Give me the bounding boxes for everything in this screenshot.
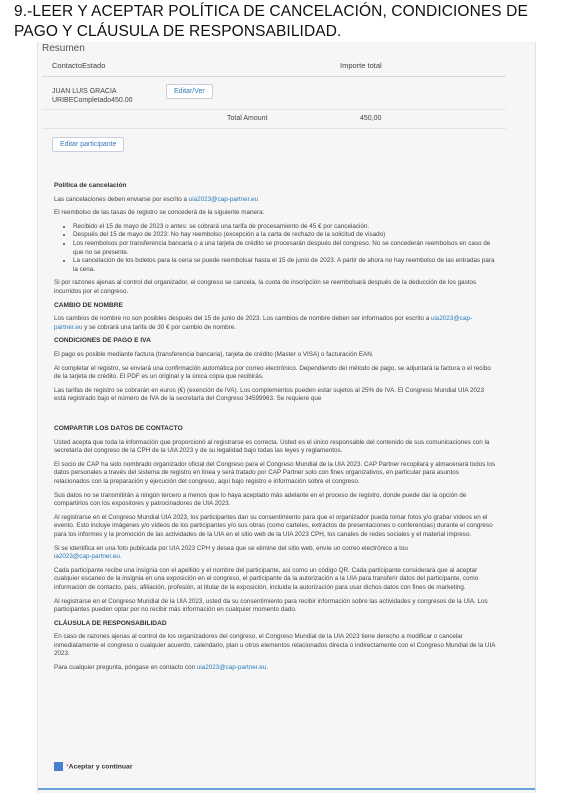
share-text-6: Cada participante recibe una insignia con el apellido y el nombre del participante, así como un código QR. Cada participante considerará que al aceptar cualquier escaneo de la insignia en una exposición en el congreso, el participante da la autorización a la UIA para transferir datos del participante, como información de contacto, país, afiliación, profesión, al titular de la exposición, incluida la autorización para usar dichos datos con fines de marketing. [54, 566, 479, 591]
registration-panel [37, 42, 536, 793]
share-text-5a: Si se identifica en una foto publicada por UIA 2023 CPH y desea que se elimine del sitio web, envíe un correo electrónico a tou [54, 544, 408, 552]
liability-text: En caso de razones ajenas al control de los organizadores del congreso, el Congreso Mundial de la UIA 2023 tiene derecho a modificar o cancelar inmediatamente el congreso o cualquier acuerdo, calendario, plan u otros elementos relacionados directa o indirectamente con el Congreso Mundial de la UIA 2023. [54, 633, 496, 658]
congress-cancel-text: Si por razones ajenas al control del organizador, el congreso se cancela, la cuota de inscripción se reembolsará después de la deducción de los gastos incurridos por el congreso. [54, 279, 477, 295]
participant-name: JUAN LUIS GRACIA [52, 88, 117, 95]
payment-title: CONDICIONES DE PAGO E IVA [54, 337, 151, 345]
share-text-7: Al registrarse en el Congreso Mundial de la UIA 2023, usted da su consentimiento para recibir información sobre las actividades y congresos de la UIA. Los participantes pueden optar por no recibir más información en cualquier momento dado. [54, 597, 488, 614]
participant-status: URIBECompletado450.00 [52, 97, 133, 104]
refund-item: • La cancelación de los boletos para la cena se puede reembolsar hasta el 15 de junio de 2023. A partir de ahora no hay reembolso de las entradas para la cena. [73, 257, 496, 274]
total-amount-label: Total Amount [227, 115, 268, 122]
summary-title: Resumen [42, 43, 85, 54]
required-mark: * [66, 763, 69, 771]
email-link[interactable]: ia2023@cap-partner.eu. [54, 553, 122, 561]
share-data-title: COMPARTIR LOS DATOS DE CONTACTO [54, 425, 183, 432]
summary-header-row [42, 54, 506, 77]
cancellation-intro [54, 196, 496, 205]
email-link[interactable]: uia2023@cap-partner.eu [54, 315, 473, 331]
summary-participant-row [42, 77, 506, 110]
share-text-1: Usted acepta que toda la información que proporcionó al registrarse es correcta. Usted es el único responsable del contenido de sus comunicaciones con la secretaría del congreso de la CPH de la UIA 2023 y de su legalidad bajo todas las leyes y reglamentos. [54, 438, 490, 455]
name-change-title: CAMBIO DE NOMBRE [54, 301, 123, 309]
share-text-4: Al registrarse en el Congreso Mundial UIA 2023, los participantes dan su consentimiento para que el organizador pueda tomar fotos y/o grabar vídeos en el evento. Esto incluye imágenes y/o vídeos de los participantes y/o sus obras (como carteles, extractos de presentaciones o conferencias) durante el congreso para los informes y la promoción de las actividades de la UIA en el sitio web de la UIA 2023 CPH, los canales de redes sociales y el material impreso. [54, 513, 493, 538]
refund-item: • Los reembolsos por transferencia bancaria o a una tarjeta de crédito se procesarán después del congreso. No se concederán reembolsos en caso de que no se presente. [73, 240, 496, 257]
share-text-5 [54, 545, 496, 562]
contact-text-end: . [266, 664, 269, 672]
accept-row [54, 762, 496, 772]
cancellation-intro-text: Las cancelaciones deben enviarse por escrito a [54, 195, 189, 203]
email-link[interactable]: uia2023@cap-partner.eu [188, 195, 259, 203]
contact-text [54, 664, 496, 673]
column-contact-state: ContactoEstado [52, 61, 106, 70]
payment-text-2: Al completar el registro, se enviará una confirmación automática por correo electrónico. Dependiendo del método de pago, se adjuntará la factura o el recibo de la tarjeta de crédito. El PDF es un original y la única copia que recibirás. [54, 364, 491, 381]
progress-divider [38, 788, 535, 790]
summary-total-row [42, 110, 506, 129]
name-change-text-a: Los cambios de nombre no son posibles después del 15 de junio de 2023. Los cambios de nombre deben ser informados por escrito a [54, 315, 431, 323]
total-amount-value: 450,00 [360, 115, 382, 122]
contact-text-a: Para cualquier pregunta, póngase en contacto con [54, 664, 197, 672]
policy-part-1 [54, 182, 496, 409]
email-link[interactable]: uia2023@cap-partner.eu [196, 664, 267, 672]
payment-text-3: Las tarifas de registro se cobrarán en euros (€) (exención de IVA). Los complementos pueden estar sujetos al 25% de IVA. El Congreso Mundial UIA 2023 está registrado bajo el número de IVA de la secretaría del Congreso 34599963. Se requiere que [54, 386, 484, 403]
cancellation-title: Política de cancelación [54, 182, 127, 189]
name-change-text [54, 315, 496, 332]
liability-title: CLÁUSULA DE RESPONSABILIDAD [54, 619, 167, 627]
edit-view-button[interactable]: Editar/Ver [166, 84, 213, 99]
refund-item: • Después del 15 de mayo de 2023: No hay reembolso (excepción a la carta de rechazo de la solicitud de visado) [73, 231, 496, 240]
refund-intro: El reembolso de las tasas de registro se concederá de la siguiente manera: [54, 209, 265, 217]
summary-section [42, 42, 506, 148]
name-change-text-b: y se cobrará una tarifa de 30 € por cambio de nombre. [82, 323, 237, 331]
refund-list [54, 223, 496, 275]
refund-item: • Recibido el 15 de mayo de 2023 o antes: se cobrará una tarifa de procesamiento de 45 € por cancelación. [73, 223, 496, 232]
column-total: Importe total [340, 61, 382, 70]
page-heading: 9.-LEER Y ACEPTAR POLÍTICA DE CANCELACIÓN, CONDICIONES DE PAGO Y CLÁUSULA DE RESPONSABILIDAD. [14, 3, 528, 40]
share-text-3: Sus datos no se transmitirán a ningún tercero a menos que lo haya aceptado más adelante en el proceso de registro, donde puede dar la opción de compartirlos con los expositores y patrocinadores de UIA 2023. [54, 491, 467, 508]
policy-part-2 [54, 425, 496, 678]
payment-text-1: El pago es posible mediante factura (transferencia bancaria), tarjeta de crédito (Master o VISA) o facturación EAN. [54, 350, 374, 358]
accept-checkbox[interactable] [54, 762, 63, 771]
edit-participant-button[interactable]: Editar participante [52, 137, 124, 152]
participant-info [52, 87, 133, 105]
accept-label[interactable]: Aceptar y continuar [68, 763, 133, 771]
share-text-2: El socio de CAP ha sido nombrado organizador oficial del Congreso para el Congreso Mundial de la UIA 2023. CAP Partner recopilará y almacenará todos los datos personales a través del sistema de registro en línea y será tratado por CAP Partner solo con fines organizativos, en particular para asuntos relacionados con la preparación y ejecución del congreso, aquí bajo registro e información sobre el congreso. [54, 460, 496, 485]
